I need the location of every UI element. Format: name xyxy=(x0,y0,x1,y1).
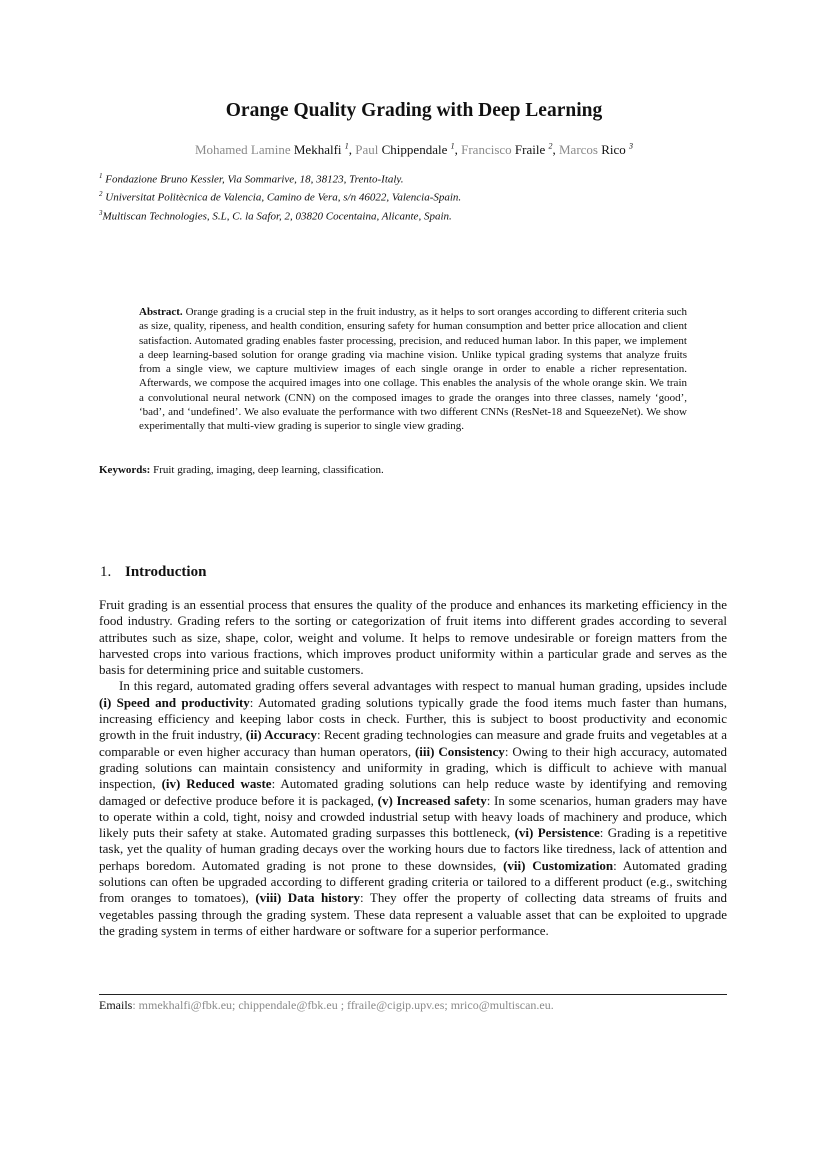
advantage-term: (viii) Data history xyxy=(255,890,361,906)
affiliation: $^3$Multiscan Technologies, S.L, C. la Safor, 2, 03820 Cocentaina, Alicante, Spain. xyxy=(99,208,452,223)
keywords-label: Keywords: xyxy=(99,464,151,476)
paragraph: Fruit grading is an essential process that ensures the quality of the produce and enhances its marketing efficiency in the food industry. Grading refers to the sorting or categorization of fruit items into different grades according to several attributes such as size, shape, color, weight and volume. It helps to remove undesirable or foreign matters from the harvested crops into various fractions, which improves product uniformity within a particular grade and serves as the basis for determining price and suitable customers. xyxy=(99,597,727,678)
text-run: : Automated grading solutions can help reduce waste by identifying and removing damaged or defective produce before it is packaged, xyxy=(99,776,727,808)
affiliations xyxy=(99,169,739,224)
paper-title: Orange Quality Grading with Deep Learning xyxy=(225,100,603,121)
keywords xyxy=(99,463,739,477)
emails-footnote xyxy=(99,998,739,1013)
advantage-term: (iv) Reduced waste xyxy=(161,776,272,792)
affiliation: $^2$ Universitat Politècnica de Valencia, Camino de Vera, s/n 46022, Valencia-Spain. xyxy=(99,190,462,205)
section-title: Introduction xyxy=(125,564,207,580)
advantage-term: (ii) Accuracy xyxy=(245,727,317,743)
text-run: : Automated grading solutions can often be upgraded according to different grading criteria or tailored to a different product (e.g., switching from oranges to tomatoes), xyxy=(99,857,727,906)
footnote-rule xyxy=(99,994,727,995)
text-run: In this regard, automated grading offers several advantages with respect to manual human grading, upsides include xyxy=(119,678,727,694)
text-run: : They offer the property of collecting data streams of fruits and vegetables passing through the grading system. These data represent a valuable asset that can be exploited to upgrade the grading system in terms of either hardware or software for a superior performance. xyxy=(99,890,727,938)
introduction-body xyxy=(99,597,727,939)
emails-list: : mmekhalfi@fbk.eu; chippendale@fbk.eu ; ffraile@cigip.upv.es; mrico@multiscan.eu. xyxy=(132,998,554,1012)
abstract-label: Abstract. xyxy=(139,306,183,318)
advantage-term: (vii) Customization xyxy=(503,857,614,873)
author: Mohamed Lamine Mekhalfi $^1$, xyxy=(194,142,356,158)
text-run: : Grading is a repetitive task, yet the quality of human grading decays over the working hours due to factors like tiredness, lack of attention and perhaps boredom. Automated grading is not prone to these downsides, xyxy=(99,825,727,873)
text-run: : Automated grading solutions typically grade the food items much faster than humans, increasing efficiency and keeping labor costs in check. Further, this is subject to boost productivity and economic growth in the fruit industry, xyxy=(99,694,727,743)
author-list xyxy=(0,138,828,159)
paragraph xyxy=(99,678,727,939)
section-heading xyxy=(100,562,206,582)
keywords-text: Fruit grading, imaging, deep learning, classification. xyxy=(153,464,384,476)
advantage-term: (iii) Consistency xyxy=(414,743,505,759)
emails-label: Emails xyxy=(99,998,133,1012)
section-number: 1. xyxy=(100,564,112,580)
affiliation: $^1$ Fondazione Bruno Kessler, Via Sommarive, 18, 38123, Trento-Italy. xyxy=(99,172,404,186)
abstract xyxy=(139,305,687,434)
advantage-term: (i) Speed and productivity xyxy=(99,694,250,710)
abstract-text: Orange grading is a crucial step in the fruit industry, as it helps to sort oranges according to different criteria such as size, quality, ripeness, and health condition, ensuring safety for human consumption and better price allocation and client satisfaction. Automated grading enables faster processing, precision, and reduced human labor. In this paper, we implement a deep learning-based solution for orange grading via machine vision. Unlike typical grading systems that analyze fruits from a single view, we capture multiview images of each single orange in order to enable a richer representation. Afterwards, we compose the acquired images into one collage. This enables the analysis of the whole orange skin. We train a convolutional neural network (CNN) on the composed images to grade the oranges into three classes, namely ‘good’, ‘bad’, and ‘undefined’. We also evaluate the performance with two different CNNs (ResNet-18 and SqueezeNet). We show experimentally that multi-view grading is superior to single view grading. xyxy=(139,306,688,433)
advantage-term: (vi) Persistence xyxy=(514,825,600,841)
author: Paul Chippendale $^1$, xyxy=(355,142,462,158)
advantage-term: (v) Increased safety xyxy=(377,792,487,808)
author: Marcos Rico $^3$ xyxy=(558,142,634,158)
author: Francisco Fraile $^2$, xyxy=(461,142,559,158)
text-run: : In some scenarios, human graders may have to operate within a cold, tight, noisy and crowded industrial setup with heavy loads of machinery and produce, which likely puts their safety at stake. Automated grading surpasses this bottleneck, xyxy=(99,792,727,841)
text-run: : Recent grading technologies can measure and grade fruits and vegetables at a comparable or even higher accuracy than human operators, xyxy=(99,727,727,759)
text-run: : Owing to their high accuracy, automated grading solutions can maintain consistency and uniformity in grading, which is difficult to achieve with manual inspection, xyxy=(99,743,727,792)
